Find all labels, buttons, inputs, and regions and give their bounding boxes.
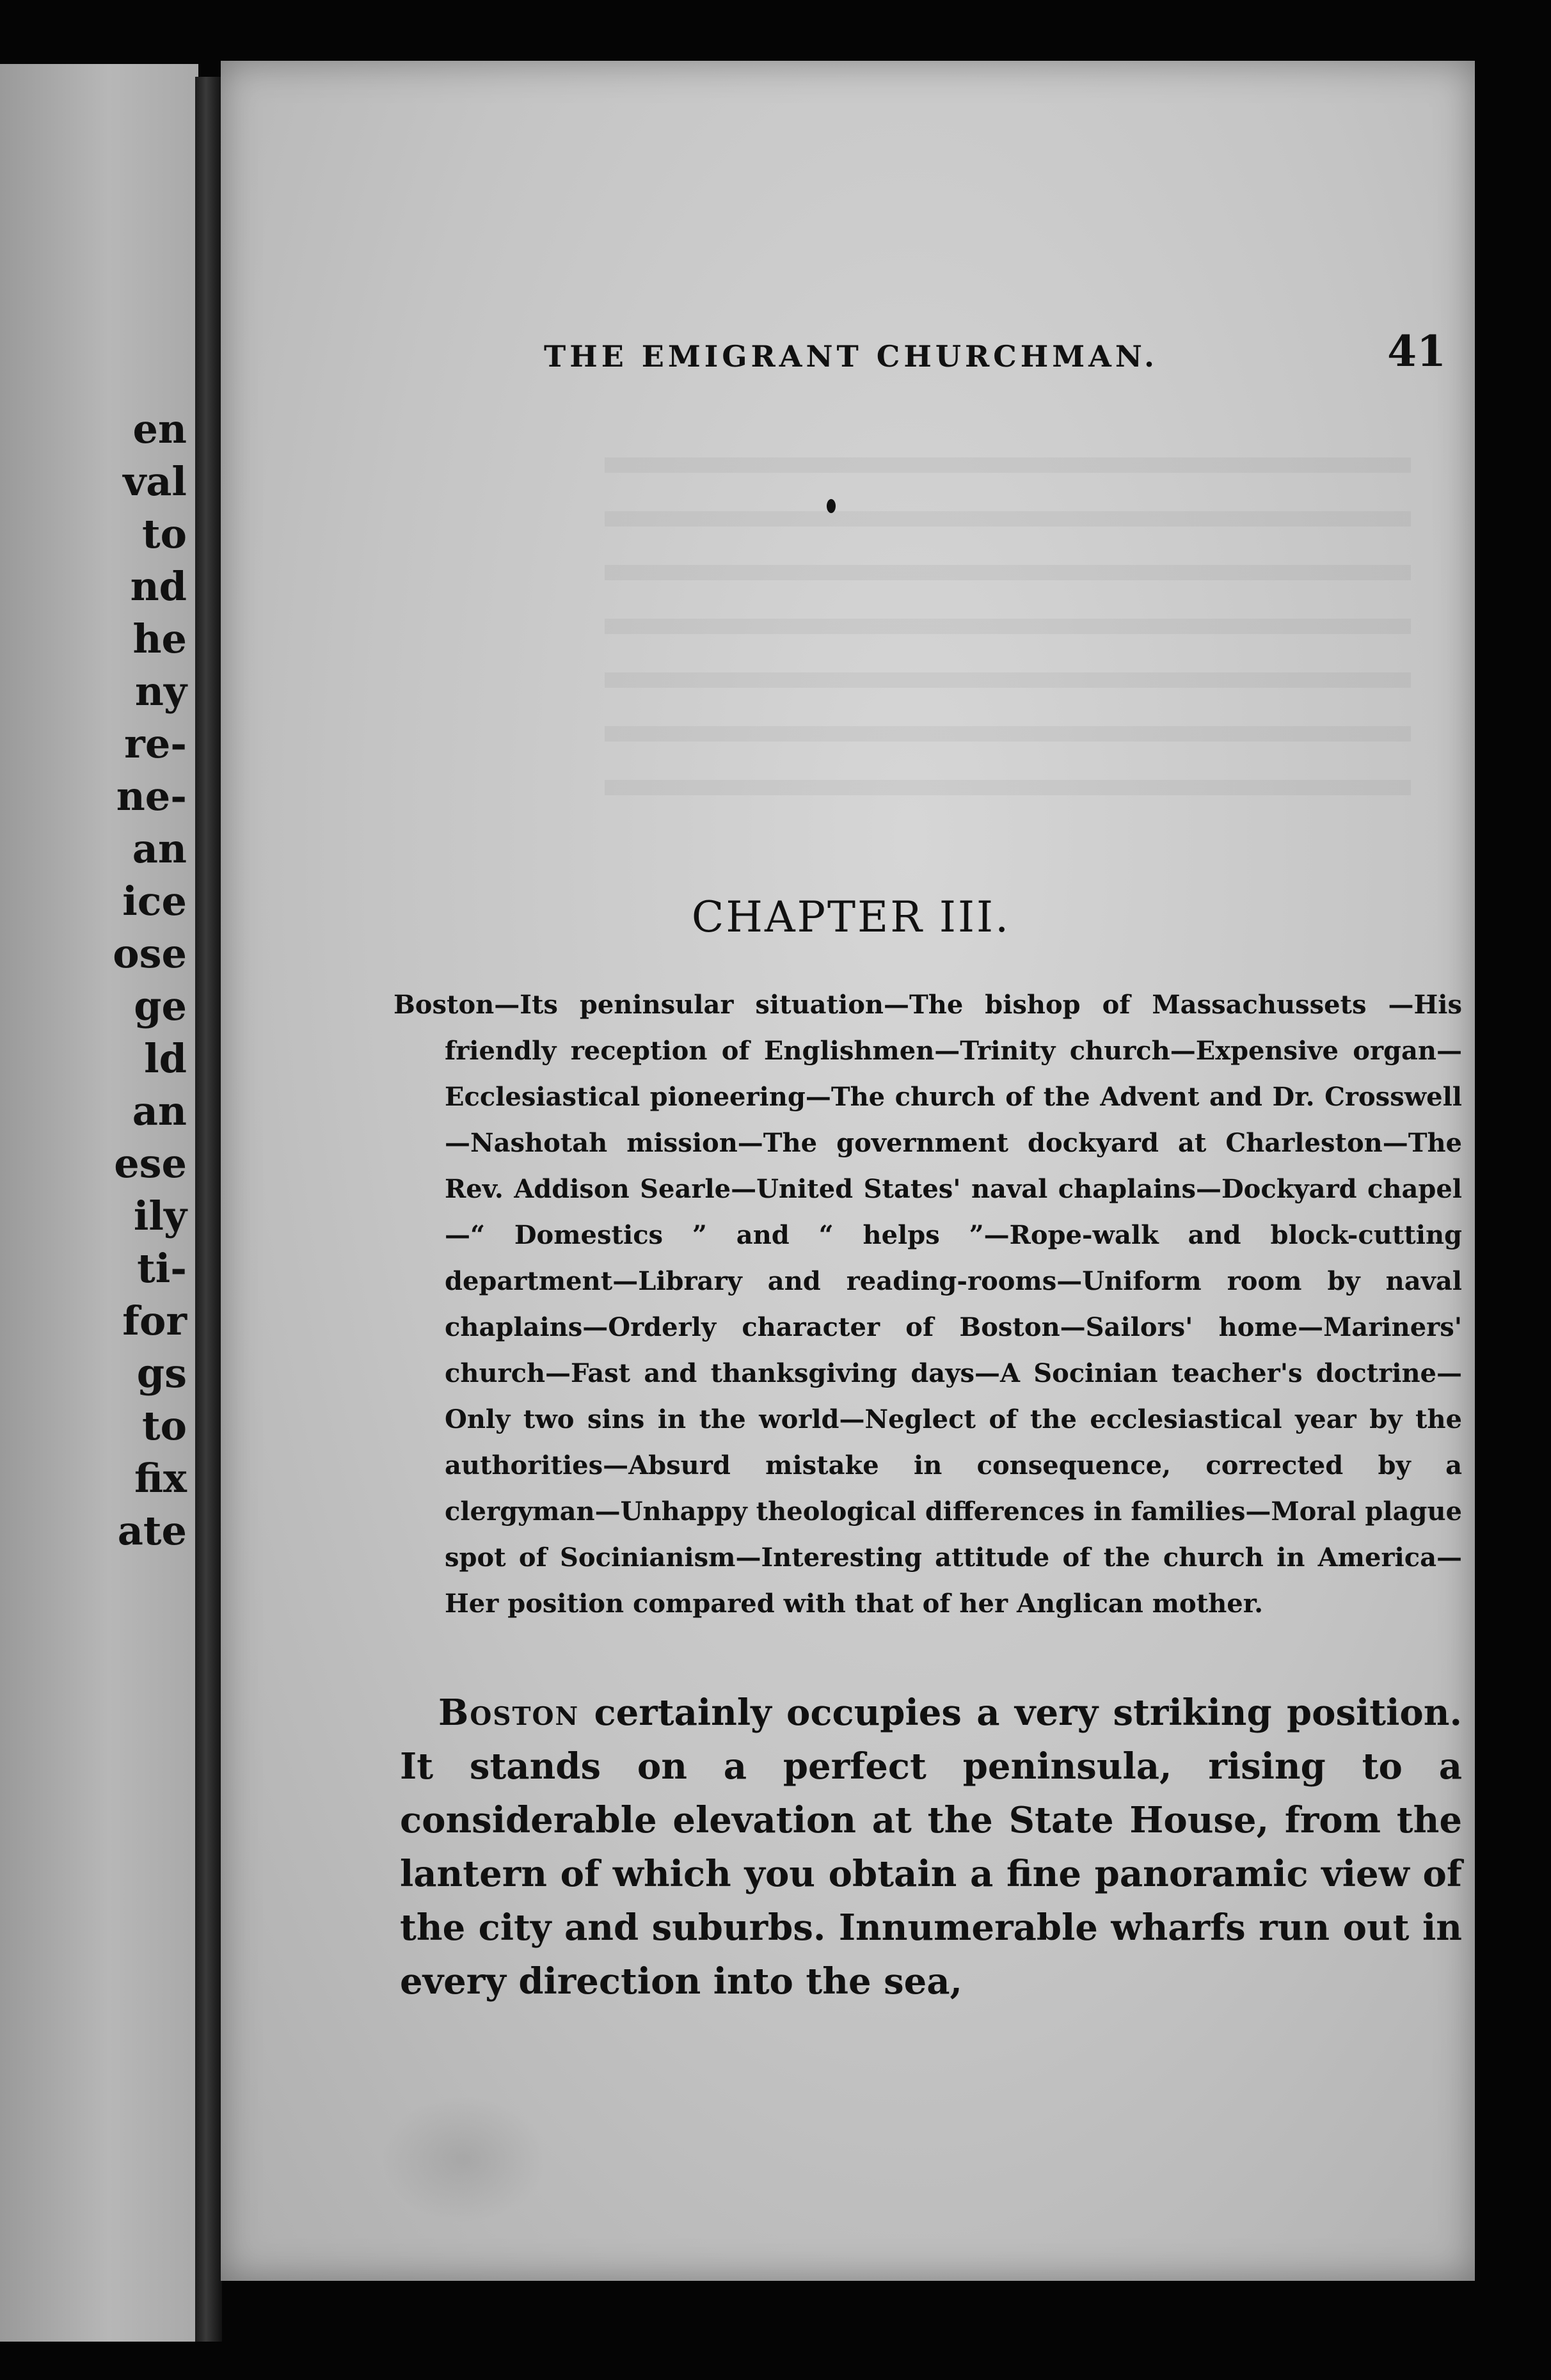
left-fragment: ne-: [116, 773, 187, 820]
running-title: THE EMIGRANT CHURCHMAN.: [544, 339, 1158, 374]
left-fragment: ese: [114, 1140, 187, 1187]
left-fragment: nd: [130, 563, 187, 610]
left-fragment: an: [132, 1088, 187, 1134]
left-fragment: he: [132, 615, 187, 662]
left-fragment: ny: [134, 668, 187, 715]
left-fragment: ate: [117, 1507, 187, 1554]
body-text: certainly occupies a very striking position. It stands on a perfect peninsula, rising to a considerable elevation at the State House, from the lantern of which you obtain a fine panoramic view of the city and suburbs. Innumerable wharfs run out in every direction into the sea,: [400, 1692, 1462, 2003]
left-fragment: gs: [136, 1350, 187, 1397]
left-fragment: to: [142, 1402, 187, 1449]
previous-page-fragment: [0, 64, 198, 2342]
show-through-texture: [605, 419, 1411, 816]
left-fragment: ge: [134, 983, 187, 1029]
lead-word: Boston: [438, 1692, 580, 1734]
left-fragment: en: [132, 406, 187, 452]
running-header: [544, 326, 1446, 384]
left-fragment: for: [122, 1297, 187, 1344]
left-fragment: ose: [113, 930, 187, 977]
left-fragment: ice: [122, 878, 187, 924]
left-fragment: ld: [144, 1035, 187, 1082]
body-paragraph: [400, 1686, 1462, 2008]
left-fragment: fix: [134, 1455, 187, 1502]
left-fragment: an: [132, 825, 187, 872]
chapter-synopsis: Boston—Its peninsular situation—The bishop of Massachussets —His friendly reception of Englishmen—Trinity church—Expensive organ—Ecclesiastical pioneering—The church of the Advent and Dr. Crosswell —Nashotah mission—The government dockyard at Charleston—The Rev. Addison Searle—United States' naval chaplains—Dockyard chapel—“ Domestics ” and “ helps ”—Rope-walk and block-cutting department—Library and reading-rooms—Uniform room by naval chaplains—Orderly character of Boston—Sailors' home—Mariners' church—Fast and thanksgiving days—A Socinian teacher's doctrine—Only two sins in the world—Neglect of the ecclesiastical year by the authorities—Absurd mistake in consequence, corrected by a clergyman—Unhappy theological differences in families—Moral plague spot of Socinianism—Interesting attitude of the church in America—Her position compared with that of her Anglican mother.: [394, 990, 1462, 1619]
left-fragment: to: [142, 511, 187, 557]
left-fragment: re-: [124, 720, 187, 767]
chapter-title: CHAPTER III.: [691, 892, 1011, 942]
left-fragment: ily: [133, 1193, 187, 1239]
printer-mark: [827, 499, 836, 513]
book-gutter: [195, 77, 222, 2342]
left-fragment: ti-: [137, 1245, 187, 1292]
page-number: 41: [1387, 326, 1446, 376]
paper-smudge: [381, 2095, 547, 2223]
book-page: [221, 61, 1475, 2281]
left-fragment: val: [123, 458, 187, 505]
